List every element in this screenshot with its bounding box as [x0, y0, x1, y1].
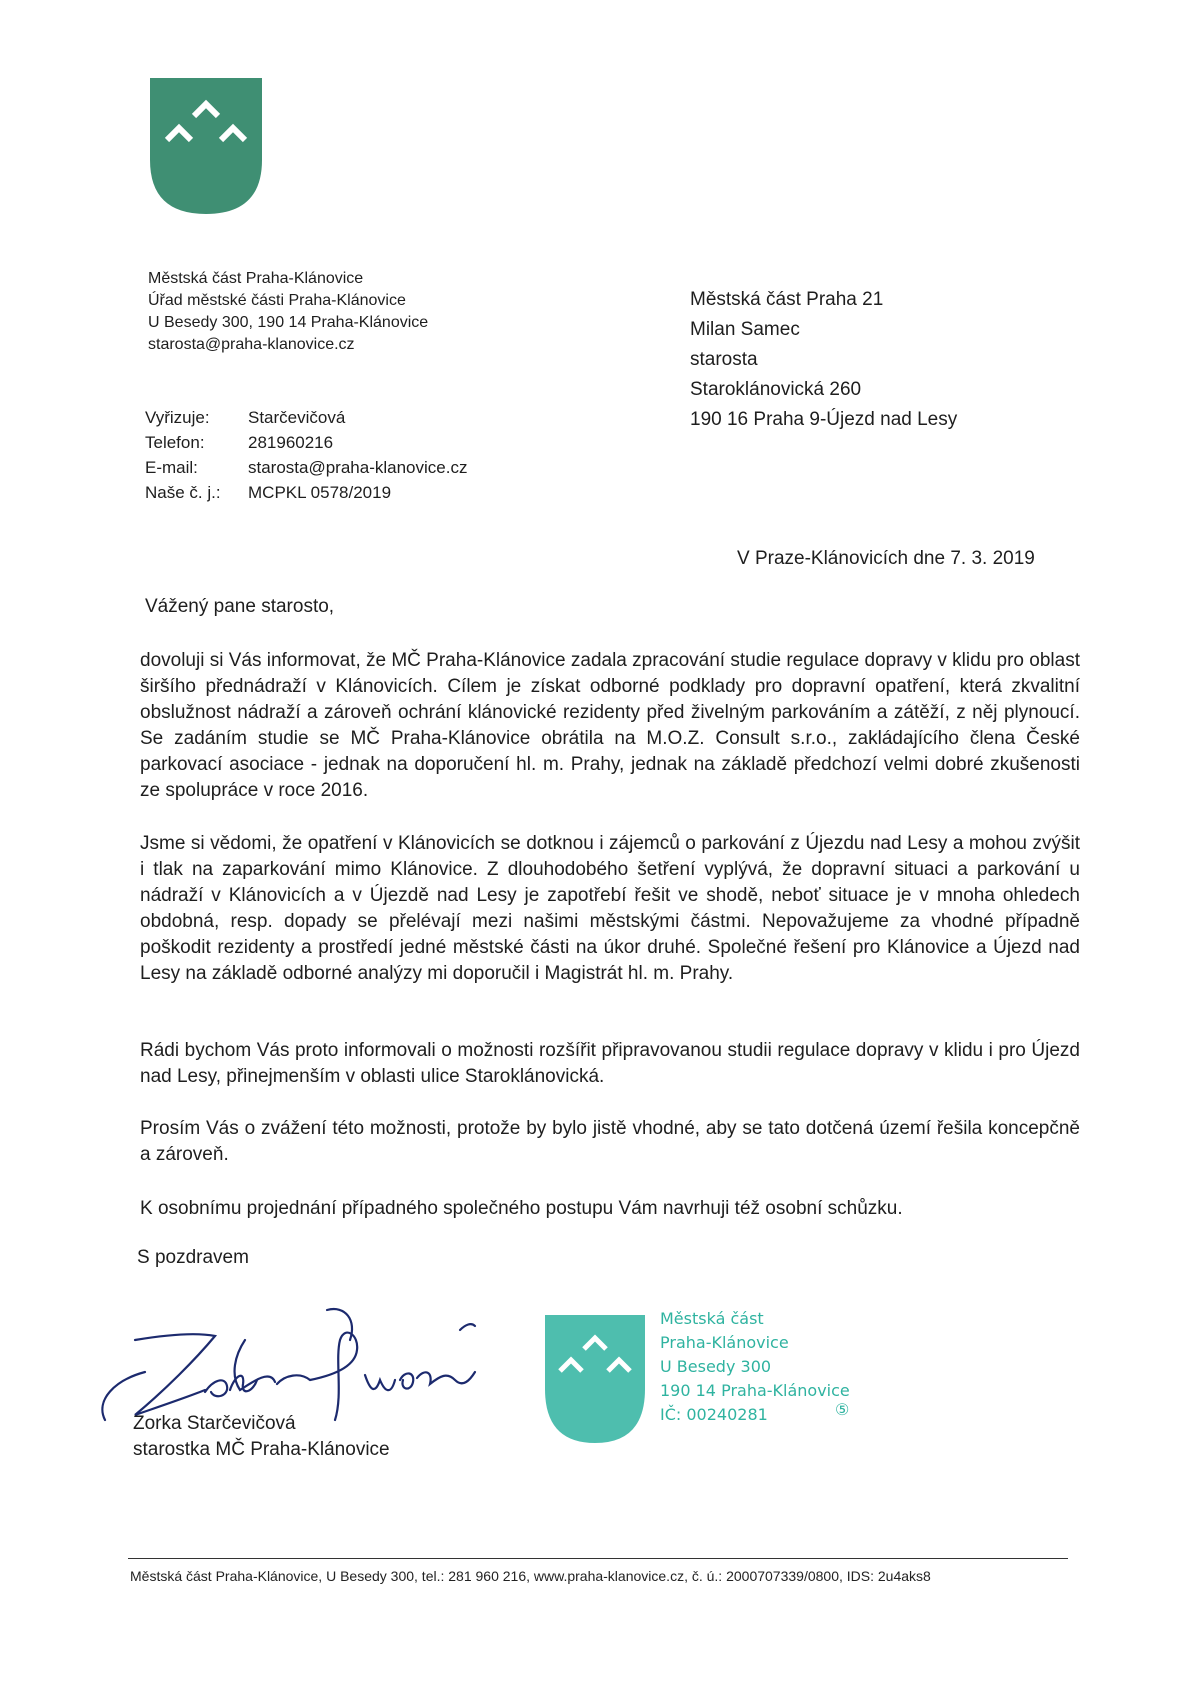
closing: S pozdravem — [137, 1247, 249, 1268]
body-paragraph: Jsme si vědomi, že opatření v Klánovicích se dotknou i zájemců o parkování z Újezdu nad Lesy a mohou zvýšit i tlak na zaparkování mimo Klánovice. Z dlouhodobého šetření vyplývá, že dopravní situaci a parkování u nádraží v Klánovicích a v Újezdě nad Lesy je zapotřebí řešit ve shodě, neboť situace je v mnoha ohledech obdobná, resp. dopady se přelévají mezi našimi městskými částmi. Nepovažujeme za vhodné případně poškodit rezidenty a prostředí jedné městské části na úkor druhé. Společné řešení pro Klánovice a Újezd nad Lesy na základě odborné analýzy mi doporučil i Magistrát hl. m. Prahy. — [140, 833, 1080, 984]
official-stamp-icon — [545, 1315, 645, 1443]
signatory-title: starostka MČ Praha-Klánovice — [133, 1439, 390, 1460]
stamp-line: IČ: 00240281 — [660, 1405, 768, 1424]
sender-address — [148, 268, 428, 356]
contact-label: E-mail: — [145, 458, 198, 477]
body-paragraph: K osobnímu projednání případného společného postupu Vám navrhuji též osobní schůzku. — [140, 1198, 903, 1219]
signatory-block — [133, 1411, 390, 1463]
contact-value: 281960216 — [248, 433, 334, 452]
recipient-line: 190 16 Praha 9-Újezd nad Lesy — [690, 409, 958, 430]
contact-value: starosta@praha-klanovice.cz — [248, 458, 468, 477]
recipient-address — [690, 285, 957, 435]
footer-text: Městská část Praha-Klánovice, U Besedy 300, tel.: 281 960 216, www.praha-klanovice.cz, č. ú.: 2000707339/0800, IDS: 2u4aks8 — [130, 1568, 931, 1584]
contact-row — [145, 405, 467, 430]
letter-date: V Praze-Klánovicích dne 7. 3. 2019 — [737, 548, 1035, 569]
sender-line: U Besedy 300, 190 14 Praha-Klánovice — [148, 314, 429, 331]
salutation: Vážený pane starosto, — [145, 596, 335, 617]
contact-row — [145, 480, 467, 505]
contact-row — [145, 455, 467, 480]
recipient-line: Milan Samec — [690, 319, 800, 340]
stamp-number: ⑤ — [835, 1402, 850, 1419]
contact-value: Starčevičová — [248, 408, 346, 427]
contact-row — [145, 430, 467, 455]
sender-email: starosta@praha-klanovice.cz — [148, 336, 355, 353]
stamp-line: Praha-Klánovice — [660, 1333, 789, 1352]
sender-line: Úřad městské části Praha-Klánovice — [148, 292, 406, 309]
stamp-line: 190 14 Praha-Klánovice — [660, 1381, 850, 1400]
recipient-line: Staroklánovická 260 — [690, 379, 862, 400]
footer-divider — [128, 1558, 1068, 1559]
stamp-text — [660, 1307, 850, 1427]
stamp-line: U Besedy 300 — [660, 1357, 772, 1376]
recipient-line: starosta — [690, 349, 758, 370]
contact-label: Naše č. j.: — [145, 483, 221, 502]
contact-value: MCPKL 0578/2019 — [248, 483, 392, 502]
body-paragraph: Prosím Vás o zvážení této možnosti, protože by bylo jistě vhodné, aby se tato dotčená území řešila koncepčně a zároveň. — [140, 1118, 1080, 1165]
municipal-crest-icon — [150, 78, 262, 214]
sender-line: Městská část Praha-Klánovice — [148, 270, 364, 287]
contact-details — [145, 405, 467, 505]
contact-label: Telefon: — [145, 433, 205, 452]
body-paragraph: dovoluji si Vás informovat, že MČ Praha-Klánovice zadala zpracování studie regulace dopravy v klidu pro oblast širšího přednádraží v Klánovicích. Cílem je získat odborné podklady pro dopravní opatření, která zkvalitní obslužnost nádraží a zároveň ochrání klánovické rezidenty před živelným parkováním a zátěží, z něj plynoucí. Se zadáním studie se MČ Praha-Klánovice obrátila na M.O.Z. Consult s.r.o., zakládajícího člena České parkovací asociace - jednak na doporučení hl. m. Prahy, jednak na základě předchozí velmi dobré zkušenosti ze spolupráce v roce 2016. — [140, 650, 1080, 801]
recipient-line: Městská část Praha 21 — [690, 289, 884, 310]
signatory-name: Zorka Starčevičová — [133, 1413, 296, 1434]
body-paragraph: Rádi bychom Vás proto informovali o možnosti rozšířit připravovanou studii regulace dopravy v klidu i pro Újezd nad Lesy, přinejmenším v oblasti ulice Staroklánovická. — [140, 1040, 1080, 1087]
stamp-line: Městská část — [660, 1309, 764, 1328]
contact-label: Vyřizuje: — [145, 408, 210, 427]
